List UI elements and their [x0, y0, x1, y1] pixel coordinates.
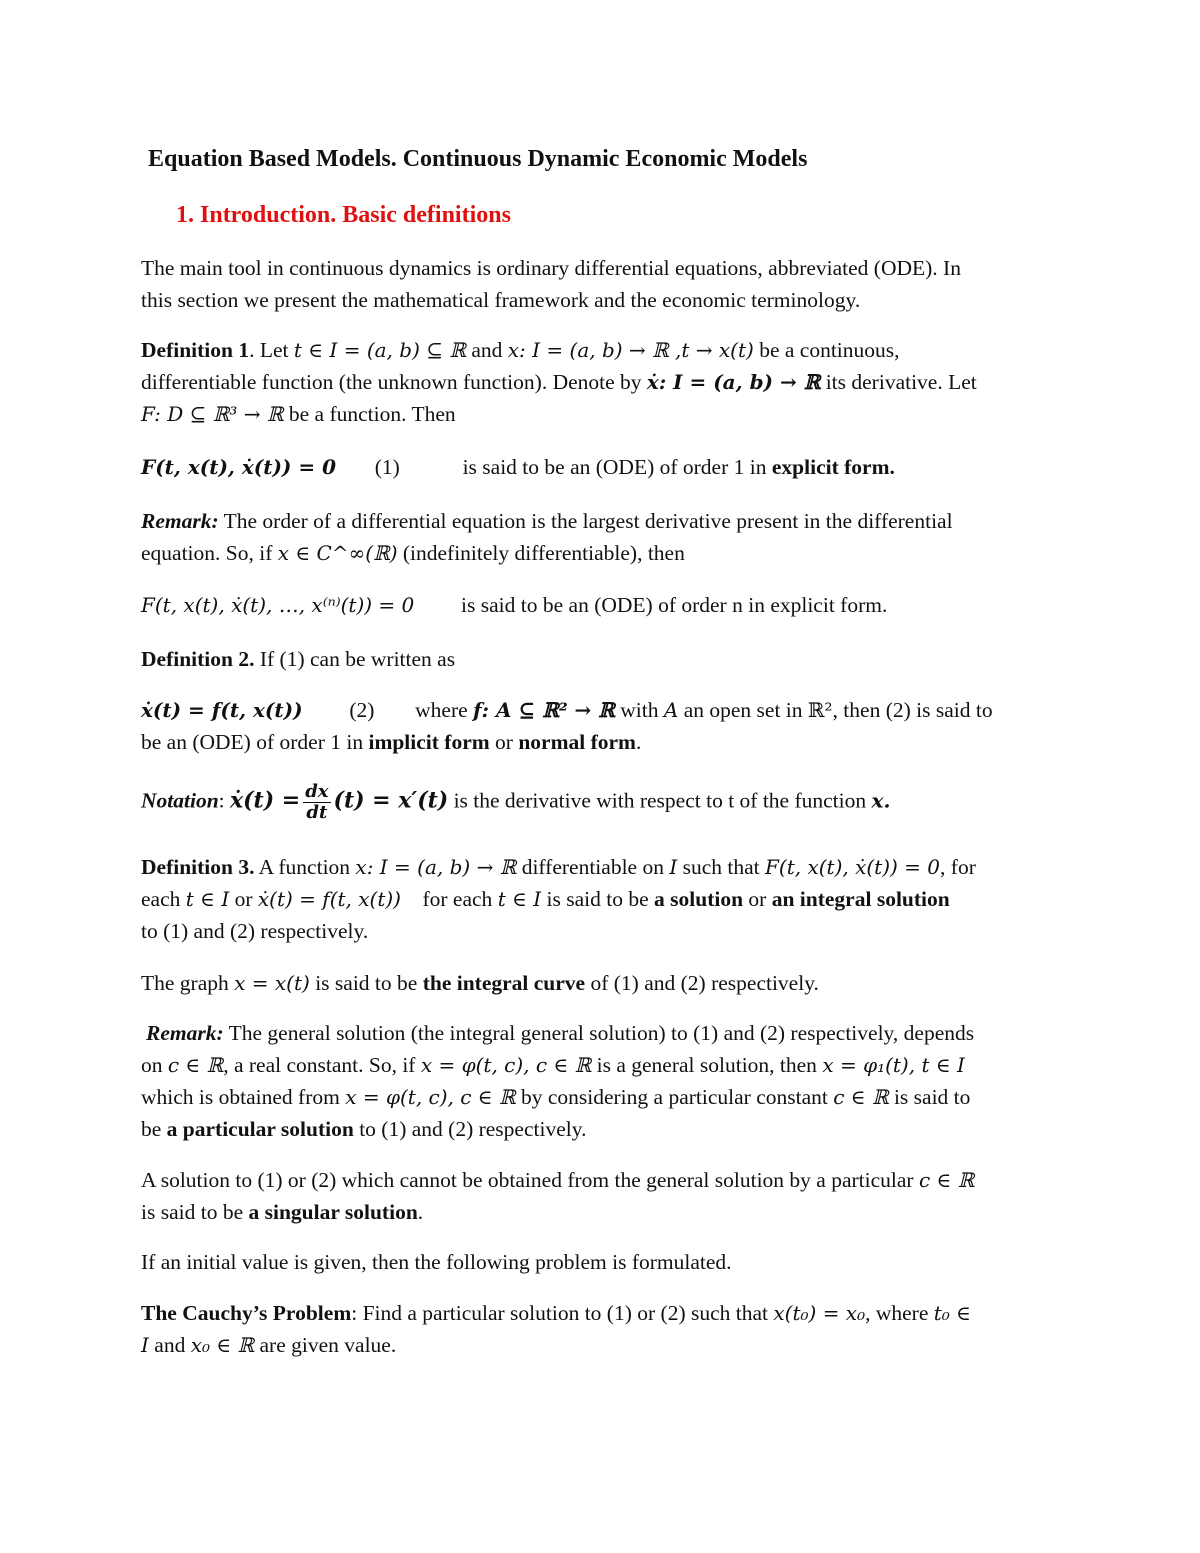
- text: , for: [940, 855, 976, 879]
- text: are given value.: [254, 1333, 397, 1357]
- text: (indefinitely differentiable), then: [397, 541, 685, 565]
- text: is a general solution, then: [591, 1053, 823, 1077]
- text: and: [465, 338, 508, 362]
- math: I: [669, 855, 678, 879]
- definition-label: Definition 2.: [141, 647, 255, 671]
- text: : Find a particular solution to (1) or (2) such that: [351, 1301, 774, 1325]
- text: or: [489, 730, 519, 754]
- text: A solution to (1) or (2) which cannot be obtained from the general solution by a particular: [141, 1168, 919, 1192]
- document-title: Equation Based Models. Continuous Dynamic Economic Models: [148, 146, 808, 172]
- math: ẋ(t) = f(t, x(t)): [257, 887, 401, 911]
- remark-1: [141, 505, 1059, 569]
- definition-2: [141, 643, 1059, 675]
- intro-paragraph: [141, 252, 1059, 316]
- equation-formula: F(t, x(t), ẋ(t)) = 0: [141, 455, 336, 479]
- definition-2-equation: [141, 694, 1059, 758]
- intro-line: this section we present the mathematical framework and the economic terminology.: [141, 288, 861, 312]
- text: :: [218, 788, 231, 813]
- definition-1: [141, 334, 1059, 430]
- bold-text: the integral curve: [422, 971, 586, 995]
- text: differentiable on: [516, 855, 670, 879]
- bold-text: implicit form: [368, 730, 490, 754]
- math: (t) = x′(t): [333, 787, 449, 814]
- equation-number: (2): [349, 698, 375, 722]
- bold-text: explicit form.: [771, 455, 895, 479]
- math: t₀ ∈: [933, 1301, 971, 1325]
- text: which is obtained from: [141, 1085, 346, 1109]
- text: each: [141, 887, 186, 911]
- text: is said to be: [309, 971, 423, 995]
- bold-text: a particular solution: [166, 1117, 354, 1141]
- bold-text: a singular solution: [248, 1200, 418, 1224]
- math: x₀ ∈ ℝ: [190, 1333, 255, 1357]
- text: differentiable function (the unknown function). Denote by: [141, 370, 647, 394]
- math: A: [663, 698, 679, 722]
- math: x.: [871, 788, 891, 813]
- text: with: [614, 698, 664, 722]
- text: equation. So, if: [141, 541, 278, 565]
- bold-text: an integral solution: [771, 887, 950, 911]
- text: . Let: [249, 338, 294, 362]
- math: c ∈ ℝ: [167, 1053, 224, 1077]
- text: is said to be an (ODE) of order n in explicit form.: [461, 593, 888, 617]
- math: t ∈ I: [185, 887, 230, 911]
- fraction-denominator: dt: [306, 802, 328, 823]
- bold-text: normal form: [518, 730, 636, 754]
- fraction-numerator: dx: [305, 781, 329, 802]
- text: where: [415, 698, 474, 722]
- text: and: [148, 1333, 191, 1357]
- math: x = φ(t, c), c ∈ ℝ: [345, 1085, 516, 1109]
- text: is said to: [888, 1085, 971, 1109]
- math: f: A ⊆ ℝ² → ℝ: [473, 698, 615, 722]
- text: is said to be: [541, 887, 655, 911]
- text: .: [417, 1200, 424, 1224]
- definition-label: Definition 1: [141, 338, 250, 362]
- text: is said to be: [141, 1200, 249, 1224]
- bold-text: a solution: [654, 887, 744, 911]
- math: ẋ: I = (a, b) → ℝ: [646, 370, 821, 394]
- integral-curve-paragraph: [141, 967, 1059, 999]
- text: is the derivative with respect to t of the function: [448, 788, 872, 813]
- math: t ∈ I = (a, b) ⊆ ℝ: [293, 338, 466, 362]
- math: x = φ₁(t), t ∈ I: [822, 1053, 965, 1077]
- text: , then (2) is said to: [832, 698, 993, 722]
- math: c ∈ ℝ: [918, 1168, 975, 1192]
- singular-solution-paragraph: [141, 1164, 1059, 1228]
- cauchy-label: The Cauchy’s Problem: [141, 1301, 352, 1325]
- notation-label: Notation: [141, 788, 219, 813]
- text: , a real constant. So, if: [223, 1053, 421, 1077]
- text: be a continuous,: [753, 338, 900, 362]
- text: The order of a differential equation is the largest derivative present in the differential: [218, 509, 953, 533]
- math: x = φ(t, c), c ∈ ℝ: [420, 1053, 592, 1077]
- remark-2: [141, 1017, 1059, 1145]
- section-heading: 1. Introduction. Basic definitions: [176, 202, 511, 228]
- math: ℝ²: [807, 698, 833, 722]
- definition-label: Definition 3.: [141, 855, 255, 879]
- text: be an (ODE) of order 1 in: [141, 730, 369, 754]
- math: F: D ⊆ ℝ³ → ℝ: [141, 402, 284, 426]
- remark-label: Remark:: [141, 509, 219, 533]
- notation: [141, 782, 1059, 823]
- text: The general solution (the integral general solution) to (1) and (2) respectively, depends: [223, 1021, 975, 1045]
- text: is said to be an (ODE) of order 1 in: [462, 455, 772, 479]
- math: c ∈ ℝ: [833, 1085, 889, 1109]
- equation-1-line: [141, 451, 1059, 483]
- math: x: I = (a, b) → ℝ: [355, 855, 517, 879]
- intro-line: The main tool in continuous dynamics is ordinary differential equations, abbreviated (ODE). In: [141, 256, 961, 280]
- text: for each: [400, 887, 498, 911]
- text: or: [229, 887, 258, 911]
- text: be: [141, 1117, 167, 1141]
- cauchy-problem: [141, 1297, 1059, 1361]
- math: F(t, x(t), ẋ(t)) = 0: [765, 855, 941, 879]
- text: .: [635, 730, 642, 754]
- text: an open set in: [678, 698, 808, 722]
- text: by considering a particular constant: [515, 1085, 834, 1109]
- initial-value-paragraph: If an initial value is given, then the following problem is formulated.: [141, 1250, 732, 1274]
- text: to (1) and (2) respectively.: [141, 919, 369, 943]
- fraction: [303, 782, 330, 823]
- text: be a function. Then: [283, 402, 456, 426]
- text: , where: [865, 1301, 934, 1325]
- equation-formula: ẋ(t) = f(t, x(t)): [141, 698, 303, 722]
- text: If (1) can be written as: [254, 647, 456, 671]
- equation-number: (1): [374, 455, 400, 479]
- text: A function: [254, 855, 356, 879]
- text: such that: [677, 855, 766, 879]
- text: its derivative. Let: [820, 370, 977, 394]
- math: x = x(t): [234, 971, 310, 995]
- math: I: [141, 1333, 149, 1357]
- text: on: [141, 1053, 168, 1077]
- math: x(t₀) = x₀: [773, 1301, 866, 1325]
- text: to (1) and (2) respectively.: [353, 1117, 587, 1141]
- text: of (1) and (2) respectively.: [585, 971, 819, 995]
- remark-label: Remark:: [146, 1021, 224, 1045]
- math: x ∈ C^∞(ℝ): [277, 541, 398, 565]
- equation-order-n-line: [141, 589, 1059, 621]
- math: ẋ(t) =: [230, 787, 301, 814]
- text: The graph: [141, 971, 235, 995]
- text: or: [743, 887, 772, 911]
- definition-3: [141, 851, 1059, 947]
- math: t ∈ I: [497, 887, 542, 911]
- equation-formula: F(t, x(t), ẋ(t), …, x⁽ⁿ⁾(t)) = 0: [141, 593, 415, 617]
- math: x: I = (a, b) → ℝ ,t → x(t): [507, 338, 754, 362]
